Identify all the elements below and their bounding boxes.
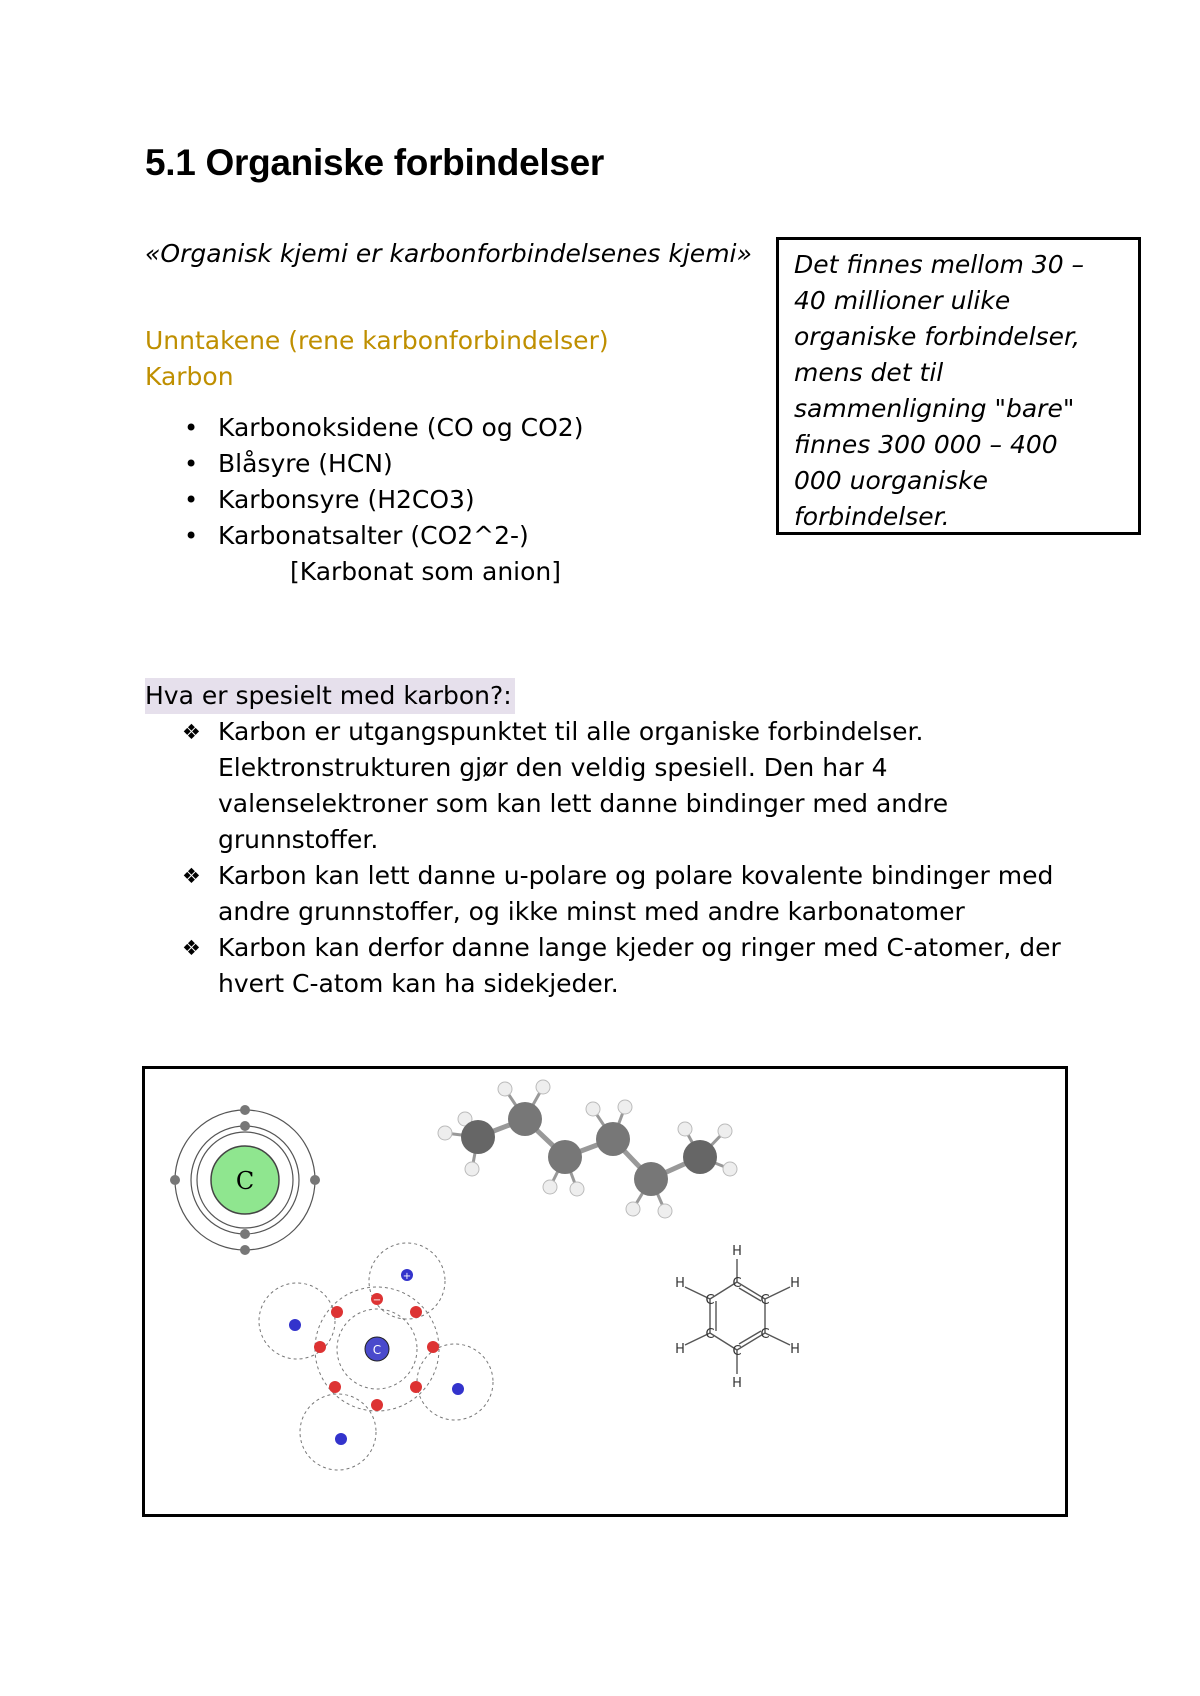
list-item-text: Karbon er utgangspunktet til alle organiske forbindelser. Elektronstrukturen gjør den veldig spesiell. Den har 4 valenselektroner som kan lett danne bindinger med andre grunnstoffer.	[218, 717, 949, 854]
fact-line: sammenligning "bare"	[794, 394, 1075, 423]
proton-label: +	[402, 1271, 412, 1282]
diamond-bullet-icon: ❖	[182, 936, 201, 960]
carbon-illustrations-figure	[142, 1066, 1068, 1517]
list-item	[145, 858, 1105, 930]
fact-line: finnes 300 000 – 400	[794, 430, 1058, 459]
list-item	[145, 714, 1105, 858]
fact-line: organiske forbindelser,	[794, 322, 1080, 351]
fact-line: mens det til	[794, 358, 944, 387]
exceptions-heading	[145, 323, 609, 395]
list-item	[145, 930, 1105, 1002]
list-item	[145, 446, 583, 482]
list-item-text: Karbon kan derfor danne lange kjeder og ringer med C-atomer, der hvert C-atom kan ha sidekjeder.	[218, 933, 1061, 998]
fact-line: Det finnes mellom 30 –	[794, 250, 1085, 279]
list-item	[145, 518, 583, 554]
benzene-c-label: C	[760, 1293, 770, 1308]
diamond-bullet-icon: ❖	[182, 720, 201, 744]
carbonate-note: [Karbonat som anion]	[290, 557, 562, 586]
benzene-c-label: C	[705, 1293, 715, 1308]
page-title: 5.1 Organiske forbindelser	[145, 142, 604, 183]
bohr-model-carbon	[170, 1105, 320, 1255]
benzene-h-label: H	[675, 1276, 685, 1291]
fact-line: 000 uorganiske	[794, 466, 988, 495]
list-item-text: Blåsyre (HCN)	[218, 449, 393, 478]
benzene-h-label: H	[790, 1276, 800, 1291]
bullet-icon: •	[184, 486, 199, 514]
definition-quote: «Organisk kjemi er karbonforbindelsenes kjemi»	[145, 239, 752, 268]
fact-line: forbindelser.	[794, 502, 950, 531]
exceptions-line-1: Unntakene (rene karbonforbindelser)	[145, 326, 609, 355]
benzene-h-label: H	[732, 1376, 742, 1391]
benzene-c-label: C	[760, 1327, 770, 1342]
electron-label: −	[372, 1295, 382, 1306]
benzene-c-label: C	[732, 1344, 742, 1359]
nucleus-label: C	[235, 1167, 255, 1195]
list-item-text: Karbonsyre (H2CO3)	[218, 485, 475, 514]
section-question: Hva er spesielt med karbon?:	[145, 678, 515, 714]
diamond-bullet-icon: ❖	[182, 864, 201, 888]
exceptions-line-2: Karbon	[145, 362, 234, 391]
list-item	[145, 482, 583, 518]
benzene-c-label: C	[732, 1276, 742, 1291]
bullet-icon: •	[184, 522, 199, 550]
benzene-c-label: C	[705, 1327, 715, 1342]
exceptions-list	[145, 410, 583, 554]
benzene-h-label: H	[732, 1244, 742, 1259]
list-item-text: Karbon kan lett danne u-polare og polare kovalente bindinger med andre grunnstoffer, og ikke minst med andre karbonatomer	[218, 861, 1054, 926]
benzene-h-label: H	[790, 1342, 800, 1357]
carbon-points-list	[145, 714, 1105, 1002]
bullet-icon: •	[184, 414, 199, 442]
bullet-icon: •	[184, 450, 199, 478]
list-item-text: Karbonoksidene (CO og CO2)	[218, 413, 584, 442]
carbon-center-label: C	[372, 1343, 382, 1357]
benzene-h-label: H	[675, 1342, 685, 1357]
fact-box	[776, 237, 1141, 535]
fact-line: 40 millioner ulike	[794, 286, 1011, 315]
list-item	[145, 410, 583, 446]
list-item-text: Karbonatsalter (CO2^2-)	[218, 521, 529, 550]
